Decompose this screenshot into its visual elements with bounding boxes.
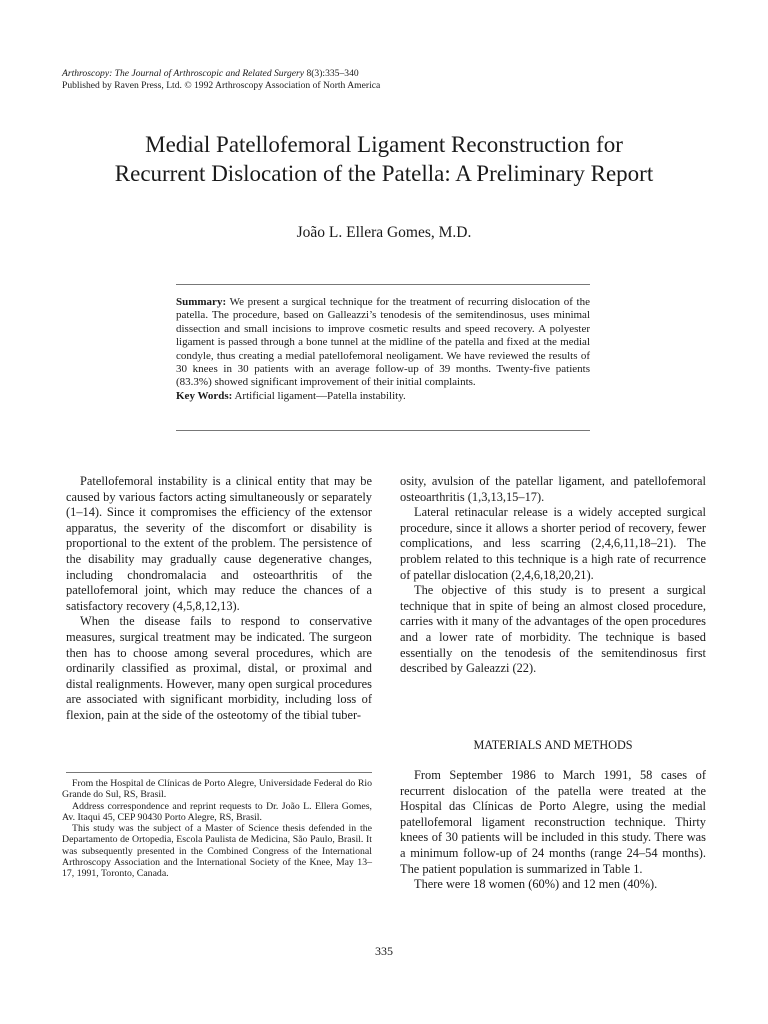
article-title [0,130,768,188]
right-column [400,474,706,677]
right-paragraph-3: The objective of this study is to present a surgical technique that in spite of being an almost closed procedure, carries with it many of the advantages of the open procedures and a lower rate of morbidity. The technique is based essentially on the tenodesis of the semitendinosus first described by Galeazzi (22). [400,583,706,676]
keywords-text: Artificial ligament—Patella instability. [234,389,406,402]
methods-paragraph-1: From September 1986 to March 1991, 58 cases of recurrent dislocation of the patella were treated at the Hospital das Clínicas de Porto Alegre, using the medial patellofemoral ligament reconstruction technique. Thirty knees of 30 patients will be included in this study. There was a minimum follow-up of 24 months (range 24–54 months). The patient population is summarized in Table 1. [400,768,706,876]
author-line: João L. Ellera Gomes, M.D. [296,224,472,241]
footnote-correspondence: Address correspondence and reprint requests to Dr. João L. Ellera Gomes, Av. Itaqui 45, CEP 90430 Porto Alegre, RS, Brasil. [62,800,372,823]
footnote-thesis: This study was the subject of a Master of Science thesis defended in the Departamento de Ortopedia, Escola Paulista de Medicina, São Paulo, Brasil. It was subsequently presented in the Combined Congress of the International Arthroscopy Association and the International Society of the Knee, May 13–17, 1991, Toronto, Canada. [62,823,372,880]
methods-paragraph-2: There were 18 women (60%) and 12 men (40%). [414,877,658,892]
footnote-rule [66,772,372,773]
summary-text: We present a surgical technique for the treatment of recurring dislocation of the patella. The procedure, based on Galleazzi’s tenodesis of the semitendinosus, uses minimal dissection and small incisions to improve cosmetic results and speed recovery. A polyester ligament is passed through a bone tunnel at the midline of the patella and fixed at the medial condyle, thus creating a medial patellofemoral neoligament. We have reviewed the results of 30 knees in 30 patients with an average follow-up of 39 months. Twenty-five patients (83.3%) showed significant improvement of their initial complaints. [176,296,590,389]
journal-header [62,68,380,91]
intro-paragraph-2: When the disease fails to respond to conservative measures, surgical treatment may be indicated. The surgeon then has to choose among several procedures, which are ordinarily classified as proximal, distal, or proximal and distal realignments. However, many open surgical procedures are associated with significant morbidity, including loss of flexion, pain at the side of the osteotomy of the tibial tuber- [66,614,372,722]
journal-issue: 8(3):335–340 [306,68,359,79]
title-line-2: Recurrent Dislocation of the Patella: A Preliminary Report [114,161,654,186]
right-paragraph-2: Lateral retinacular release is a widely accepted surgical procedure, since it allows a shorter period of recovery, fewer complications, and less scarring (2,4,6,11,18–21). The problem related to this technique is a high rate of recurrence of patellar dislocation (2,4,6,18,20,21). [400,505,706,582]
summary-bottom-rule [176,430,590,431]
summary-top-rule [176,284,590,285]
summary-block [176,296,590,403]
right-paragraph-1: osity, avulsion of the patellar ligament, and patellofemoral osteoarthritis (1,3,13,15–17). [400,474,706,504]
summary-label: Summary: [176,296,227,308]
page-number: 335 [375,944,393,958]
intro-paragraph-1: Patellofemoral instability is a clinical entity that may be caused by various factors acting simultaneously or separately (1–14). Since it compromises the efficiency of the extensor apparatus, the severity of the discomfort or disability is proportional to the extent of the problem. The persistence of the disability may gradually cause degenerative changes, including chondromalacia and osteoarthritis of the patellofemoral joint, which may reduce the chances of a satisfactory recovery (4,5,8,12,13). [66,474,372,613]
journal-name: Arthroscopy: The Journal of Arthroscopic and Related Surgery [62,68,305,79]
section-heading: MATERIALS AND METHODS [473,738,633,752]
journal-citation-line [62,68,380,80]
publisher-line: Published by Raven Press, Ltd. © 1992 Arthroscopy Association of North America [62,79,381,91]
keywords-label: Key Words: [176,389,233,402]
left-column [66,474,372,724]
footnote-affiliation: From the Hospital de Clínicas de Porto Alegre, Universidade Federal do Rio Grande do Sul, RS, Brasil. [62,778,372,801]
methods-column [400,768,706,893]
title-line-1: Medial Patellofemoral Ligament Reconstruction for [145,132,623,157]
footnotes [62,778,372,880]
